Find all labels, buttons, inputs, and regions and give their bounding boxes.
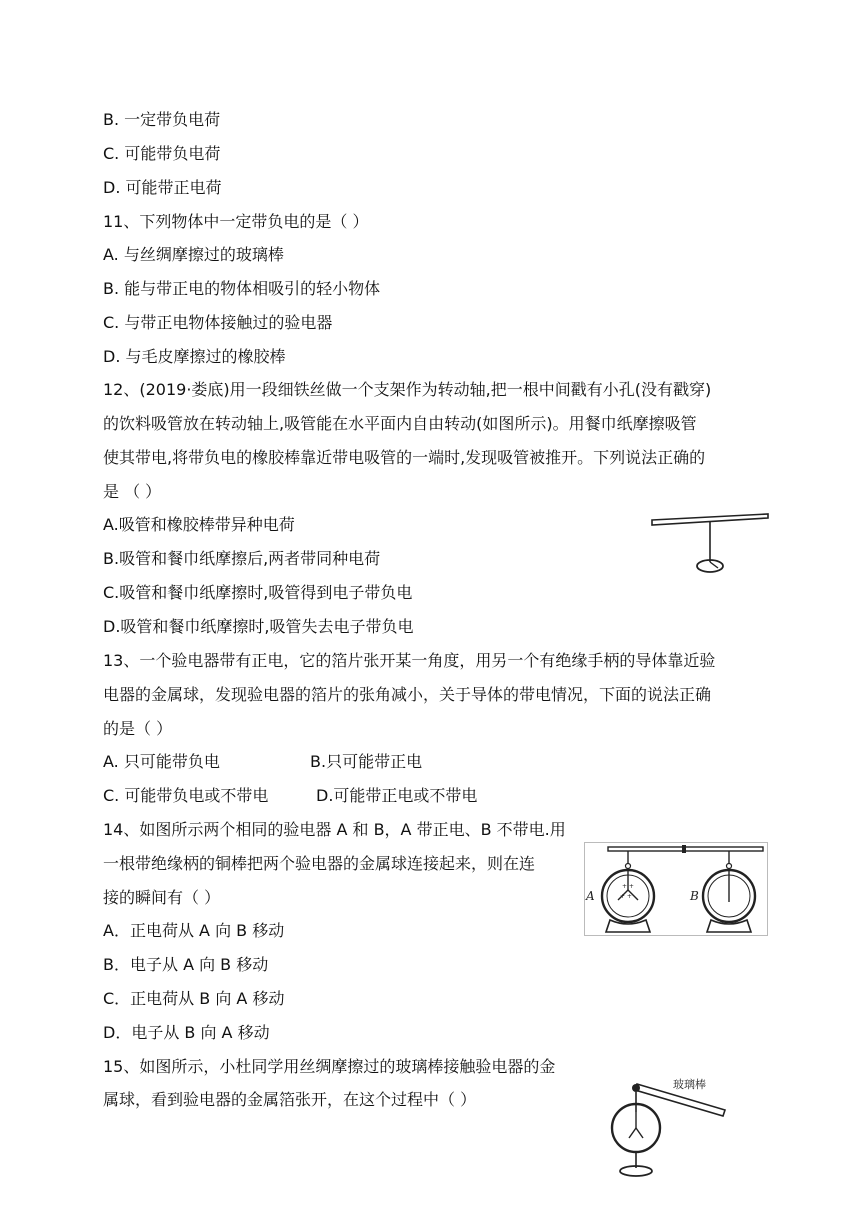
q14-label-b: B <box>690 889 699 903</box>
q12-stem-line-4: 是 （ ） <box>103 482 162 501</box>
q10-option-d: D. 可能带正电荷 <box>103 178 222 197</box>
q13-stem-line-1: 13、一个验电器带有正电，它的箔片张开某一角度，用另一个有绝缘手柄的导体靠近验 <box>103 651 716 670</box>
q12-option-a: A.吸管和橡胶棒带异种电荷 <box>103 515 295 534</box>
q13-option-c: C. 可能带负电或不带电 <box>103 786 269 805</box>
q15-stem-line-1: 15、如图所示，小杜同学用丝绸摩擦过的玻璃棒接触验电器的金 <box>103 1057 556 1076</box>
q14-stem-line-3: 接的瞬间有（ ） <box>103 888 221 907</box>
q10-option-b: B. 一定带负电荷 <box>103 110 221 129</box>
q12-stem-line-2: 的饮料吸管放在转动轴上,吸管能在水平面内自由转动(如图所示)。用餐巾纸摩擦吸管 <box>103 414 697 433</box>
q10-option-c: C. 可能带负电荷 <box>103 144 221 163</box>
q13-option-d: D.可能带正电或不带电 <box>316 786 478 805</box>
q11-option-d: D. 与毛皮摩擦过的橡胶棒 <box>103 347 286 366</box>
q15-rod-label: 玻璃棒 <box>673 1078 706 1091</box>
q15-stem-line-2: 属球，看到验电器的金属箔张开，在这个过程中（ ） <box>103 1090 477 1109</box>
q12-option-c: C.吸管和餐巾纸摩擦时,吸管得到电子带负电 <box>103 583 413 602</box>
q14-stem-line-1: 14、如图所示两个相同的验电器 A 和 B，A 带正电、B 不带电.用 <box>103 820 566 839</box>
q14-option-b: B．电子从 A 向 B 移动 <box>103 955 269 974</box>
q12-option-d: D.吸管和餐巾纸摩擦时,吸管失去电子带负电 <box>103 617 414 636</box>
q14-option-a: A．正电荷从 A 向 B 移动 <box>103 921 285 940</box>
q11-option-b: B. 能与带正电的物体相吸引的轻小物体 <box>103 279 381 298</box>
q11-stem: 11、下列物体中一定带负电的是（ ） <box>103 212 369 231</box>
q15-electroscope-figure <box>605 1068 760 1180</box>
q14-stem-line-2: 一根带绝缘柄的铜棒把两个验电器的金属球连接起来，则在连 <box>103 854 536 873</box>
q13-option-a: A. 只可能带负电 <box>103 752 220 771</box>
q13-option-b: B.只可能带正电 <box>310 752 423 771</box>
q14-option-d: D．电子从 B 向 A 移动 <box>103 1023 270 1042</box>
q14-option-c: C．正电荷从 B 向 A 移动 <box>103 989 285 1008</box>
q11-option-a: A. 与丝绸摩擦过的玻璃棒 <box>103 245 284 264</box>
q14-label-a: A <box>586 889 595 903</box>
q11-option-c: C. 与带正电物体接触过的验电器 <box>103 313 333 332</box>
q13-stem-line-2: 电器的金属球，发现验电器的箔片的张角减小，关于导体的带电情况，下面的说法正确 <box>103 685 712 704</box>
q12-stem-line-1: 12、(2019·娄底)用一段细铁丝做一个支架作为转动轴,把一根中间戳有小孔(没有戳穿) <box>103 380 712 399</box>
q12-straw-figure <box>650 508 772 576</box>
q14-electroscopes-figure <box>584 842 768 936</box>
svg-text:+ +: + + <box>622 883 634 890</box>
svg-text:+ +: + + <box>620 893 632 900</box>
q12-stem-line-3: 使其带电,将带负电的橡胶棒靠近带电吸管的一端时,发现吸管被推开。下列说法正确的 <box>103 448 706 467</box>
q13-stem-line-3: 的是（ ） <box>103 719 173 738</box>
q12-option-b: B.吸管和餐巾纸摩擦后,两者带同种电荷 <box>103 549 381 568</box>
